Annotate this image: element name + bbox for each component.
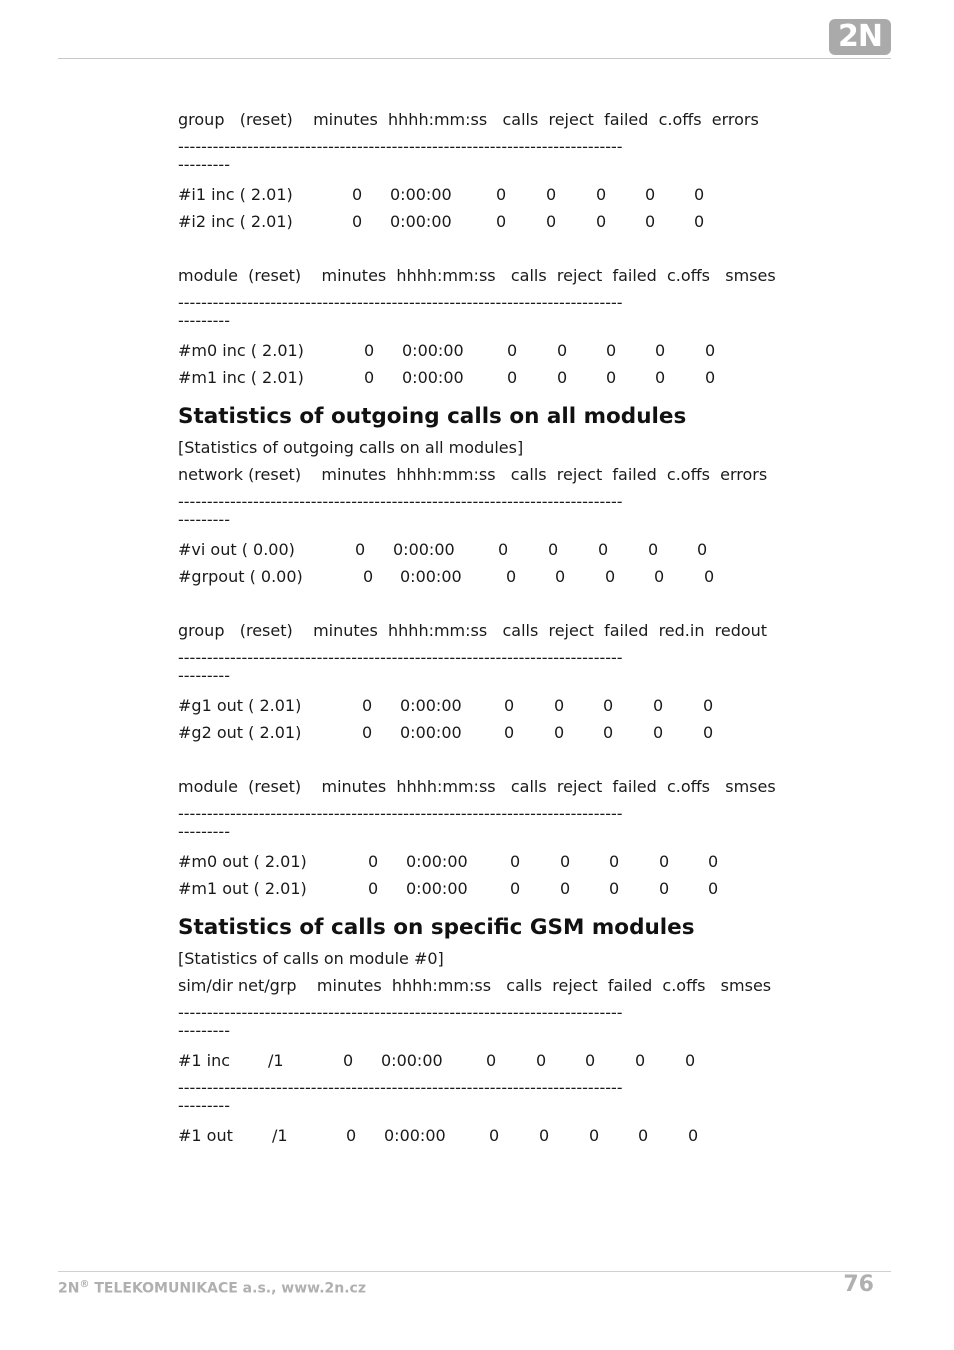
row-cell: 0 xyxy=(368,852,379,871)
row-cell: 0 xyxy=(362,696,373,715)
row-cell: 0 xyxy=(708,852,719,871)
row-cell: 0 xyxy=(609,879,620,898)
row-cell: 0 xyxy=(548,540,559,559)
row-cell: 0 xyxy=(496,185,507,204)
row-cell: 0 xyxy=(694,212,705,231)
row-cell: 0 xyxy=(362,723,373,742)
row-label: #grpout ( 0.00) xyxy=(178,567,303,586)
row-cell: 0 xyxy=(539,1126,550,1145)
row-label: #m0 inc ( 2.01) xyxy=(178,341,304,360)
footer-company xyxy=(58,1279,366,1297)
row-cell: 0 xyxy=(498,540,509,559)
row-cell: 0 xyxy=(560,852,571,871)
row-label: #g1 out ( 2.01) xyxy=(178,696,302,715)
row-cell: 0 xyxy=(496,212,507,231)
table-header: module (reset) minutes hhhh:mm:ss calls reject failed c.offs smses xyxy=(178,777,776,796)
row-cell: 0 xyxy=(705,341,716,360)
row-cell: 0:00:00 xyxy=(400,567,462,586)
row-cell: /1 xyxy=(268,1051,284,1070)
row-cell: 0 xyxy=(694,185,705,204)
table-row xyxy=(178,1047,882,1074)
row-label: #g2 out ( 2.01) xyxy=(178,723,302,742)
row-cell: 0 xyxy=(507,341,518,360)
separator-line: --------- xyxy=(178,510,230,529)
row-cell: 0 xyxy=(653,723,664,742)
row-cell: 0 xyxy=(506,567,517,586)
row-cell: 0:00:00 xyxy=(390,185,452,204)
row-cell: 0 xyxy=(507,368,518,387)
table-row xyxy=(178,563,882,590)
page-number: 76 xyxy=(843,1272,874,1297)
table-row xyxy=(178,208,882,235)
row-cell: 0 xyxy=(510,879,521,898)
row-cell: 0 xyxy=(536,1051,547,1070)
row-cell: 0 xyxy=(560,879,571,898)
table-row xyxy=(178,337,882,364)
row-cell: 0 xyxy=(555,567,566,586)
section-label: [Statistics of calls on module #0] xyxy=(178,949,444,968)
row-cell: 0 xyxy=(589,1126,600,1145)
row-label: #i1 inc ( 2.01) xyxy=(178,185,293,204)
row-cell: 0 xyxy=(343,1051,354,1070)
row-cell: 0:00:00 xyxy=(390,212,452,231)
table-row xyxy=(178,848,882,875)
row-cell: 0 xyxy=(655,368,666,387)
row-cell: 0 xyxy=(355,540,366,559)
row-cell: 0 xyxy=(654,567,665,586)
separator-line: --------- xyxy=(178,822,230,841)
separator-line: ----------------------------------------------------------------------------- xyxy=(178,1003,623,1022)
row-cell: 0 xyxy=(546,185,557,204)
row-cell: 0:00:00 xyxy=(393,540,455,559)
section-label: [Statistics of outgoing calls on all modules] xyxy=(178,438,524,457)
table-header: network (reset) minutes hhhh:mm:ss calls reject failed c.offs errors xyxy=(178,465,768,484)
row-label: #m0 out ( 2.01) xyxy=(178,852,307,871)
row-cell: 0 xyxy=(364,368,375,387)
brand-logo: 2N xyxy=(829,19,891,55)
registered-mark: ® xyxy=(79,1279,90,1290)
table-row xyxy=(178,719,882,746)
row-label: #m1 inc ( 2.01) xyxy=(178,368,304,387)
table-row xyxy=(178,1122,882,1149)
row-cell: 0 xyxy=(557,368,568,387)
row-cell: 0 xyxy=(685,1051,696,1070)
row-cell: 0:00:00 xyxy=(406,879,468,898)
row-label: #vi out ( 0.00) xyxy=(178,540,295,559)
footer-company-rest: TELEKOMUNIKACE a.s., www.2n.cz xyxy=(89,1280,366,1297)
row-cell: 0 xyxy=(603,696,614,715)
row-cell: 0:00:00 xyxy=(402,368,464,387)
row-cell: 0:00:00 xyxy=(384,1126,446,1145)
row-label: #1 out xyxy=(178,1126,233,1145)
row-label: #1 inc xyxy=(178,1051,231,1070)
row-cell: 0:00:00 xyxy=(406,852,468,871)
section-heading: Statistics of calls on specific GSM modules xyxy=(178,915,695,940)
row-cell: 0:00:00 xyxy=(381,1051,443,1070)
section-heading: Statistics of outgoing calls on all modules xyxy=(178,404,687,429)
row-cell: 0 xyxy=(705,368,716,387)
table-header: sim/dir net/grp minutes hhhh:mm:ss calls reject failed c.offs smses xyxy=(178,976,772,995)
row-cell: 0 xyxy=(510,852,521,871)
row-cell: 0 xyxy=(655,341,666,360)
row-cell: 0 xyxy=(645,185,656,204)
separator-line: --------- xyxy=(178,1096,230,1115)
row-cell: 0 xyxy=(363,567,374,586)
separator-line: ----------------------------------------------------------------------------- xyxy=(178,804,623,823)
separator-line: --------- xyxy=(178,155,230,174)
header-divider xyxy=(58,58,891,59)
table-row xyxy=(178,536,882,563)
row-cell: 0 xyxy=(703,723,714,742)
footer-company-prefix: 2N xyxy=(58,1280,80,1297)
row-cell: 0 xyxy=(368,879,379,898)
row-cell: 0 xyxy=(546,212,557,231)
table-row xyxy=(178,181,882,208)
table-header: group (reset) minutes hhhh:mm:ss calls reject failed c.offs errors xyxy=(178,110,759,129)
row-cell: 0 xyxy=(645,212,656,231)
row-cell: 0 xyxy=(352,185,363,204)
row-cell: 0 xyxy=(504,723,515,742)
row-label: #i2 inc ( 2.01) xyxy=(178,212,293,231)
row-cell: 0 xyxy=(504,696,515,715)
row-cell: 0 xyxy=(703,696,714,715)
row-label: #m1 out ( 2.01) xyxy=(178,879,307,898)
separator-line: --------- xyxy=(178,666,230,685)
document-body xyxy=(178,106,882,1149)
row-cell: 0 xyxy=(653,696,664,715)
row-cell: 0 xyxy=(638,1126,649,1145)
table-header: module (reset) minutes hhhh:mm:ss calls reject failed c.offs smses xyxy=(178,266,776,285)
row-cell: 0 xyxy=(346,1126,357,1145)
table-row xyxy=(178,364,882,391)
footer-divider xyxy=(58,1271,891,1272)
separator-line: --------- xyxy=(178,1021,230,1040)
row-cell: 0 xyxy=(648,540,659,559)
row-cell: 0 xyxy=(605,567,616,586)
row-cell: 0 xyxy=(352,212,363,231)
separator-line: ----------------------------------------------------------------------------- xyxy=(178,293,623,312)
separator-line: ----------------------------------------------------------------------------- xyxy=(178,648,623,667)
table-row xyxy=(178,692,882,719)
separator-line: --------- xyxy=(178,311,230,330)
row-cell: 0 xyxy=(708,879,719,898)
row-cell: 0 xyxy=(598,540,609,559)
row-cell: 0 xyxy=(554,723,565,742)
row-cell: 0 xyxy=(635,1051,646,1070)
row-cell: 0 xyxy=(364,341,375,360)
row-cell: 0 xyxy=(704,567,715,586)
row-cell: 0 xyxy=(596,212,607,231)
row-cell: 0:00:00 xyxy=(400,696,462,715)
row-cell: 0 xyxy=(606,341,617,360)
row-cell: 0 xyxy=(596,185,607,204)
separator-line: ----------------------------------------------------------------------------- xyxy=(178,1078,623,1097)
row-cell: 0 xyxy=(554,696,565,715)
row-cell: 0 xyxy=(486,1051,497,1070)
row-cell: 0 xyxy=(603,723,614,742)
row-cell: 0 xyxy=(659,852,670,871)
row-cell: /1 xyxy=(272,1126,288,1145)
row-cell: 0 xyxy=(609,852,620,871)
table-row xyxy=(178,875,882,902)
separator-line: ----------------------------------------------------------------------------- xyxy=(178,492,623,511)
row-cell: 0 xyxy=(606,368,617,387)
row-cell: 0:00:00 xyxy=(400,723,462,742)
row-cell: 0 xyxy=(557,341,568,360)
row-cell: 0:00:00 xyxy=(402,341,464,360)
row-cell: 0 xyxy=(697,540,708,559)
row-cell: 0 xyxy=(585,1051,596,1070)
row-cell: 0 xyxy=(688,1126,699,1145)
separator-line: ----------------------------------------------------------------------------- xyxy=(178,137,623,156)
row-cell: 0 xyxy=(489,1126,500,1145)
table-header: group (reset) minutes hhhh:mm:ss calls reject failed red.in redout xyxy=(178,621,768,640)
row-cell: 0 xyxy=(659,879,670,898)
